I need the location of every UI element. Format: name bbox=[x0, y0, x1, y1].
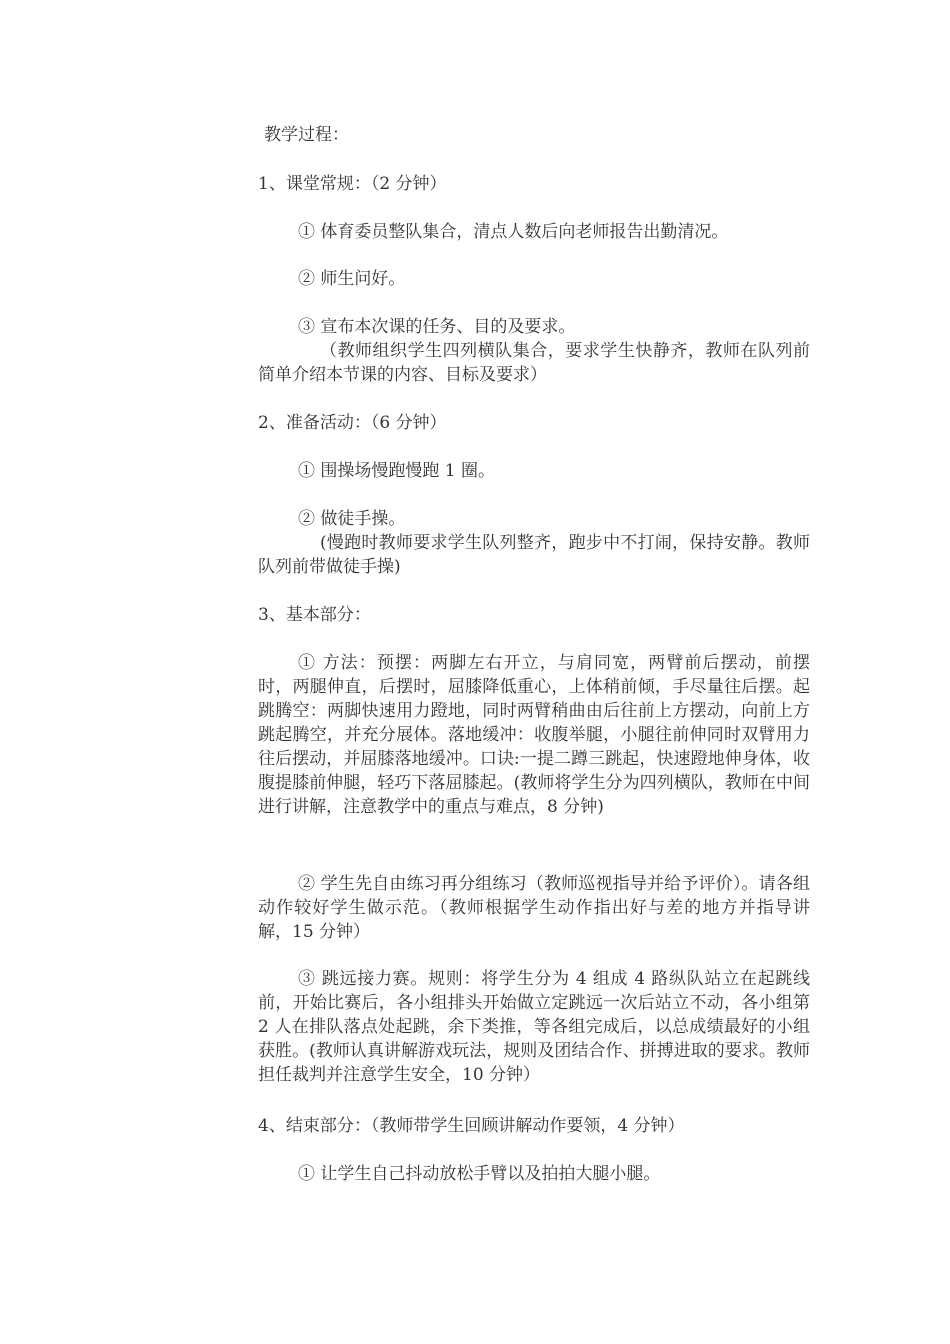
teacher-note: （教师组织学生四列横队集合，要求学生快静齐，教师在队列前简单介绍本节课的内容、目标及要求） bbox=[258, 341, 810, 385]
section-heading-4: 4、结束部分：（教师带学生回顾讲解动作要领，4 分钟） bbox=[258, 1116, 685, 1136]
list-item: ① 方法：预摆：两脚左右开立，与肩同宽，两臂前后摆动，前摆时，两腿伸直，后摆时，屈膝降低重心，上体稍前倾，手尽量往后摆。起跳腾空：两脚快速用力蹬地，同时两臂稍曲由后往前上方摆动，向前上方跳起腾空，并充分展体。落地缓冲：收腹举腿，小腿往前伸同时双臂用力往后摆动，并屈膝落地缓冲。口诀:一提二蹲三跳起，快速蹬地伸身体，收腹提膝前伸腿，轻巧下落屈膝起。(教师将学生分为四列横队，教师在中间进行讲解，注意教学中的重点与难点，8 分钟) bbox=[258, 653, 810, 817]
section-heading-3: 3、基本部分： bbox=[258, 605, 371, 625]
list-item: ③ 跳远接力赛。规则：将学生分为 4 组成 4 路纵队站立在起跳线前，开始比赛后，各小组排头开始做立定跳远一次后站立不动，各小组第 2 人在排队落点处起跳，余下类推，等各组完成后，以总成绩最好的小组获胜。(教师认真讲解游戏玩法，规则及团结合作、拼搏进取的要求。教师担任裁判并注意学生安全，10 分钟） bbox=[258, 969, 810, 1085]
list-item: ① 让学生自己抖动放松手臂以及拍拍大腿小腿。 bbox=[298, 1164, 661, 1184]
teacher-note: (慢跑时教师要求学生队列整齐，跑步中不打闹，保持安静。教师队列前带做徒手操) bbox=[258, 533, 810, 577]
section-heading-1: 1、课堂常规：（2 分钟） bbox=[258, 174, 447, 194]
section-heading-2: 2、准备活动：（6 分钟） bbox=[258, 413, 447, 433]
list-item: ② 做徒手操。 bbox=[298, 509, 406, 529]
list-item: ③ 宣布本次课的任务、目的及要求。 bbox=[298, 317, 576, 337]
list-item: ① 体育委员整队集合，清点人数后向老师报告出勤清况。 bbox=[298, 222, 729, 242]
list-item: ② 学生先自由练习再分组练习（教师巡视指导并给予评价）。请各组动作较好学生做示范。（教师根据学生动作指出好与差的地方并指导讲解，15 分钟） bbox=[258, 874, 810, 942]
page-title: 教学过程： bbox=[264, 125, 349, 145]
list-item: ① 围操场慢跑慢跑 1 圈。 bbox=[298, 461, 496, 481]
list-item: ② 师生问好。 bbox=[298, 269, 406, 289]
